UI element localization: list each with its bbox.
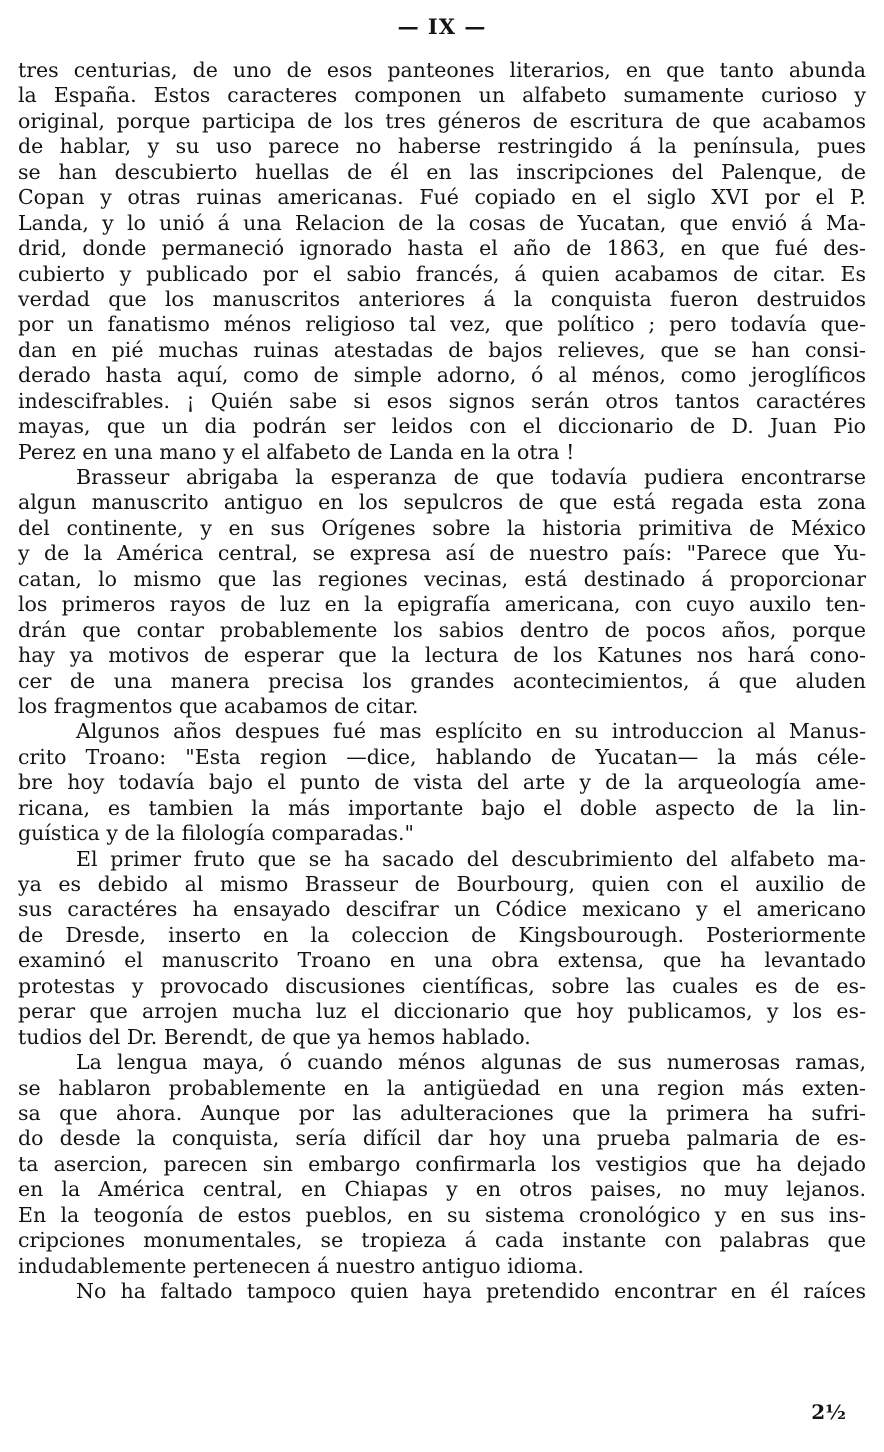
text-line: No ha faltado tampoco quien haya pretendido encontrar en él raíces (76, 1279, 866, 1303)
text-line: cer de una manera precisa los grandes acontecimientos, á que aluden (18, 668, 866, 693)
text-line: protestas y provocado discusiones científicas, sobre las cuales es de es- (18, 973, 866, 998)
text-line: la España. Estos caracteres componen un alfabeto sumamente curioso y (18, 83, 866, 108)
text-line: cubierto y publicado por el sabio francés, á quien acabamos de citar. Es (18, 261, 866, 286)
text-line: tudios del Dr. Berendt, de que ya hemos hablado. (18, 1024, 531, 1049)
text-line: bre hoy todavía bajo el punto de vista del arte y de la arqueología ame- (18, 770, 866, 795)
paragraph-4 (18, 847, 866, 1051)
text-line: ya es debido al mismo Brasseur de Bourbourg, quien con el auxilio de (18, 872, 866, 896)
text-line: los fragmentos que acabamos de citar. (18, 693, 419, 718)
text-line: examinó el manuscrito Troano en una obra extensa, que ha levantado (18, 948, 866, 973)
text-line: La lengua maya, ó cuando ménos algunas de sus numerosas ramas, (76, 1050, 866, 1075)
text-line: hay ya motivos de esperar que la lectura de los Katunes nos hará cono- (18, 643, 866, 668)
text-line: por un fanatismo ménos religioso tal vez, que político ; pero todavía que- (18, 312, 866, 337)
signature-mark: 2½ (811, 1400, 846, 1424)
text-line: indescifrables. ¡ Quién sabe si esos signos serán otros tantos caractéres (18, 388, 866, 413)
text-line: y de la América central, se expresa así de nuestro país: "Parece que Yu- (18, 541, 866, 566)
text-line: guística y de la filología comparadas." (18, 821, 414, 846)
text-line: Perez en una mano y el alfabeto de Landa en la otra ! (18, 439, 575, 464)
text-line: ta asercion, parecen sin embargo confirmarla los vestigios que ha dejado (18, 1151, 866, 1176)
text-line: drid, donde permaneció ignorado hasta el año de 1863, en que fué des- (18, 236, 866, 261)
paragraph-6 (18, 1279, 866, 1304)
text-line: indudablemente pertenecen á nuestro antiguo idioma. (18, 1253, 584, 1278)
text-line: algun manuscrito antiguo en los sepulcros de que está regada esta zona (18, 490, 866, 515)
text-line: dan en pié muchas ruinas atestadas de bajos relieves, que se han consi- (18, 337, 866, 362)
text-line: En la teogonía de estos pueblos, en su sistema cronológico y en sus ins- (18, 1202, 866, 1227)
page-number-header: — IX — (397, 14, 487, 39)
text-line: se han descubierto huellas de él en las inscripciones del Palenque, de (18, 159, 866, 184)
paragraph-3 (18, 719, 866, 846)
text-line: los primeros rayos de luz en la epigrafía americana, con cuyo auxilo ten- (18, 592, 866, 617)
text-line: catan, lo mismo que las regiones vecinas, está destinado á proporcionar (18, 566, 866, 591)
text-line: Landa, y lo unió á una Relacion de la cosas de Yucatan, que envió á Ma- (18, 210, 866, 235)
text-line: Copan y otras ruinas americanas. Fué copiado en el siglo XVI por el P. (18, 185, 866, 210)
text-line: crito Troano: "Esta region —dice, hablando de Yucatan— la más céle- (18, 744, 866, 769)
text-line: derado hasta aquí, como de simple adorno, ó al ménos, como jeroglíficos (18, 363, 866, 388)
text-line: sus caractéres ha ensayado descifrar un Códice mexicano y el americano (18, 897, 866, 922)
text-line: en la América central, en Chiapas y en otros paises, no muy lejanos. (18, 1177, 866, 1202)
text-line: do desde la conquista, sería difícil dar hoy una prueba palmaria de es- (18, 1126, 866, 1151)
text-line: perar que arrojen mucha luz el diccionario que hoy publicamos, y los es- (18, 999, 866, 1024)
paragraph-5 (18, 1050, 866, 1279)
text-line: Algunos años despues fué mas esplícito en su introduccion al Manus- (76, 719, 866, 744)
text-line: se hablaron probablemente en la antigüedad en una region más exten- (18, 1075, 866, 1100)
paragraph-1 (18, 58, 866, 465)
text-line: original, porque participa de los tres géneros de escritura de que acabamos (18, 108, 866, 133)
text-line: tres centurias, de uno de esos panteones literarios, en que tanto abunda (18, 58, 866, 82)
text-line: El primer fruto que se ha sacado del descubrimiento del alfabeto ma- (76, 846, 866, 871)
text-line: mayas, que un dia podrán ser leidos con el diccionario de D. Juan Pio (18, 414, 866, 439)
text-line: de hablar, y su uso parece no haberse restringido á la península, pues (18, 134, 866, 159)
text-line: drán que contar probablemente los sabios dentro de pocos años, porque (18, 617, 866, 642)
text-line: cripciones monumentales, se tropieza á cada instante con palabras que (18, 1228, 866, 1253)
text-line: verdad que los manuscritos anteriores á la conquista fueron destruidos (18, 286, 866, 311)
text-line: del continente, y en sus Orígenes sobre la historia primitiva de México (18, 515, 866, 540)
text-line: de Dresde, inserto en la coleccion de Kingsbourough. Posteriormente (18, 922, 866, 947)
text-line: Brasseur abrigaba la esperanza de que todavía pudiera encontrarse (76, 465, 866, 489)
text-line: sa que ahora. Aunque por las adulteraciones que la primera ha sufri- (18, 1100, 866, 1125)
paragraph-2 (18, 465, 866, 719)
body-text (18, 58, 866, 1304)
text-line: ricana, es tambien la más importante bajo el doble aspecto de la lin- (18, 795, 866, 820)
